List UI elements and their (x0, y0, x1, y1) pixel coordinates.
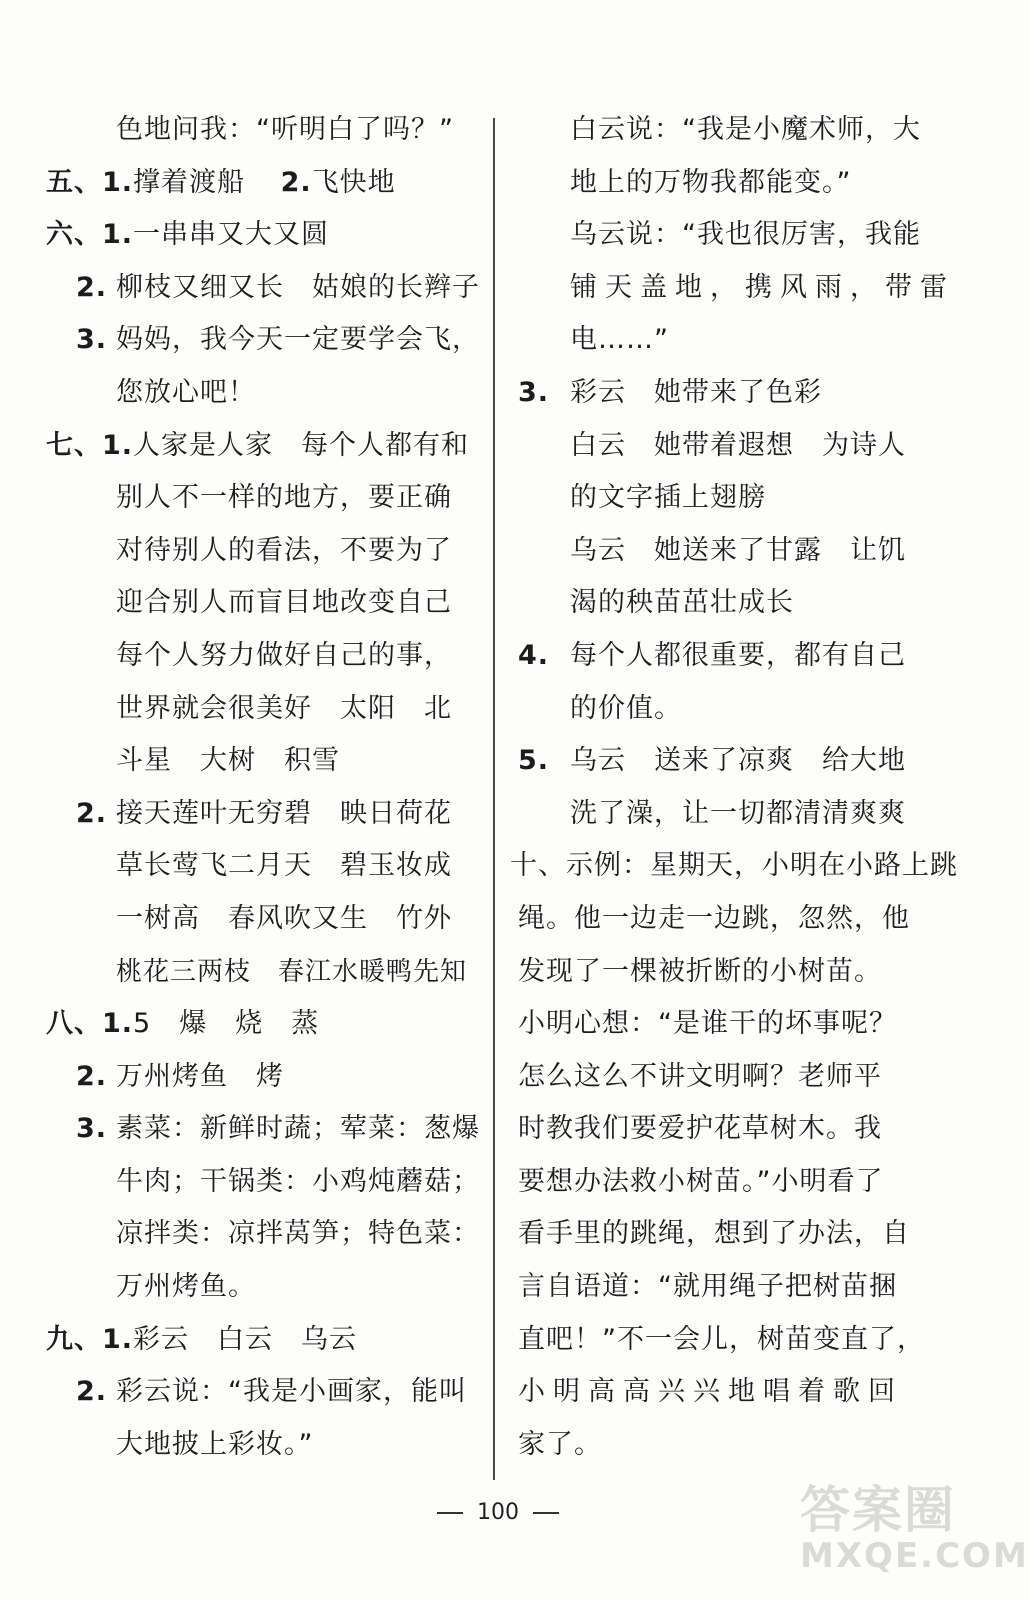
text-line (518, 157, 958, 210)
line-text: 发现了一棵被折断的小树苗。 (518, 955, 882, 987)
dotted-answer: 撑着渡船 (133, 167, 245, 202)
text-line (46, 683, 476, 736)
line-text: 桃花三两枝 春江水暖鸭先知 (116, 956, 468, 987)
line-text: 一串串又大又圆 (133, 219, 330, 251)
text-line (518, 683, 958, 736)
text-line (510, 840, 958, 893)
page-number: 100 (477, 1500, 519, 1525)
footer-dash (533, 1512, 559, 1514)
text-line (46, 630, 476, 683)
text-line (46, 157, 476, 210)
text-line (76, 1051, 476, 1104)
text-line (518, 1051, 958, 1104)
text-line (46, 893, 476, 946)
line-text: 彩云 她带来了色彩 (570, 376, 822, 408)
text-line (46, 577, 476, 630)
text-line (518, 998, 958, 1051)
line-text: 万州烤鱼 烤 (116, 1060, 284, 1092)
dotted-answer: 飞快地 (312, 167, 396, 202)
text-line (46, 840, 476, 893)
text-line (46, 1208, 480, 1261)
text-line (518, 525, 958, 578)
item-number: 七、1. (46, 429, 134, 461)
item-number: 4. (518, 639, 550, 671)
text-line (46, 472, 476, 525)
text-line (518, 262, 958, 315)
item-number: 六、1. (46, 219, 134, 251)
line-text: 要想办法救小树苗。”小明看了 (518, 1165, 884, 1197)
column-divider (493, 118, 495, 1480)
line-text: 小明心想：“是谁干的坏事呢？ (518, 1008, 897, 1040)
line-text: 斗星 大树 积雪 (116, 745, 340, 777)
text-line (46, 1261, 476, 1314)
line-text: 世界就会很美好 太阳 北 (116, 692, 452, 724)
text-line (518, 104, 958, 157)
text-line (518, 367, 958, 420)
line-text: 您放心吧！ (116, 376, 256, 408)
line-text: 妈妈，我今天一定要学会飞， (116, 324, 480, 356)
text-line (518, 893, 958, 946)
line-text: 怎么这么不讲文明啊？老师平 (518, 1060, 882, 1092)
line-text: 5 爆 烧 蒸 (133, 1008, 320, 1040)
item-number: 2. (76, 797, 108, 829)
text-line (518, 1366, 958, 1419)
text-line (46, 1314, 476, 1367)
item-number: 3. (76, 324, 108, 356)
text-line (518, 1261, 958, 1314)
item-number: 五、1. (46, 166, 134, 198)
item-number: 2. (280, 166, 312, 198)
line-text: 牛肉；干锅类：小鸡炖蘑菇； (116, 1165, 480, 1197)
text-line (518, 472, 958, 525)
line-text: 小明高高兴兴地唱着歌回 (518, 1376, 903, 1408)
text-line (518, 788, 958, 841)
line-text: 大地披上彩妆。” (116, 1428, 314, 1460)
line-text: 彩云 白云 乌云 (133, 1323, 358, 1355)
left-column (46, 104, 480, 1471)
text-line (46, 998, 476, 1051)
line-text: 看手里的跳绳，想到了办法，自 (518, 1218, 910, 1250)
item-number: 2. (76, 1060, 108, 1092)
line-text: 乌云 她送来了甘露 让饥 (570, 534, 906, 566)
line-text: 电……” (570, 324, 669, 356)
line-text: 的文字插上翅膀 (570, 482, 766, 514)
line-text: 乌云说：“我也很厉害，我能 (570, 219, 921, 251)
text-line (518, 577, 958, 630)
text-line (76, 788, 476, 841)
line-text: 草长莺飞二月天 碧玉妆成 (116, 850, 452, 882)
right-column (510, 104, 958, 1471)
text-line (518, 735, 958, 788)
text-line (46, 735, 476, 788)
text-line (518, 630, 958, 683)
text-line (518, 1156, 958, 1209)
line-text: 彩云说：“我是小画家，能叫 (116, 1376, 467, 1408)
watermark-url: MXQE.COM (800, 1536, 1029, 1576)
text-line (46, 1419, 476, 1472)
text-line (46, 946, 476, 999)
text-line (46, 1156, 480, 1209)
line-text: 白云说：“我是小魔术师，大 (570, 114, 921, 145)
text-line (518, 1419, 958, 1472)
item-number: 八、1. (46, 1008, 134, 1040)
text-line (518, 1103, 958, 1156)
text-line (46, 367, 476, 420)
text-line (46, 104, 476, 157)
watermark-text: 答案圈 (800, 1481, 956, 1539)
line-text: 迎合别人而盲目地改变自己 (116, 587, 452, 619)
text-line (518, 209, 958, 262)
line-text: 铺天盖地，携风雨，带雷 (570, 271, 955, 303)
item-number: 5. (518, 745, 550, 777)
text-line (46, 525, 476, 578)
item-number: 九、1. (46, 1323, 134, 1355)
line-text: 每个人努力做好自己的事， (116, 639, 452, 671)
text-line (518, 314, 958, 367)
line-text: 白云 她带着遐想 为诗人 (570, 429, 906, 461)
line-text: 别人不一样的地方，要正确 (116, 482, 452, 514)
text-line (518, 1314, 958, 1367)
text-line (46, 209, 476, 262)
item-number: 2. (76, 1376, 108, 1408)
line-text: 对待别人的看法，不要为了 (116, 534, 452, 566)
line-text: 人家是人家 每个人都有和 (133, 429, 470, 461)
line-text: 直吧！”不一会儿，树苗变直了， (518, 1323, 925, 1355)
line-text: 家了。 (518, 1428, 602, 1460)
footer-dash (437, 1512, 463, 1514)
text-line (76, 262, 480, 315)
item-number: 2. (76, 271, 108, 303)
line-text: 地上的万物我都能变。” (570, 166, 852, 198)
line-text: 渴的秧苗茁壮成长 (570, 587, 794, 619)
text-line (518, 1208, 958, 1261)
line-text: 万州烤鱼。 (116, 1271, 256, 1303)
text-line (76, 1103, 480, 1156)
line-text: 的价值。 (570, 692, 682, 724)
line-text: 接天莲叶无穷碧 映日荷花 (116, 797, 452, 829)
line-text: 柳枝又细又长 姑娘的长辫子 (116, 271, 480, 303)
text-line (518, 420, 958, 473)
text-line (76, 314, 480, 367)
line-text: 凉拌类：凉拌莴笋；特色菜： (116, 1218, 480, 1250)
line-text: 色地问我：“听明白了吗？” (116, 114, 454, 145)
line-text: 言自语道：“就用绳子把树苗捆 (518, 1271, 897, 1303)
item-number: 3. (518, 376, 550, 408)
line-text: 时教我们要爱护花草树木。我 (518, 1113, 882, 1145)
watermark-logo (800, 1470, 1029, 1590)
line-text: 洗了澡，让一切都清清爽爽 (570, 797, 906, 829)
line-text: 绳。他一边走一边跳，忽然，他 (518, 902, 910, 934)
line-text: 每个人都很重要，都有自己 (570, 639, 906, 671)
line-text: 素菜：新鲜时蔬；荤菜：葱爆 (116, 1113, 480, 1145)
line-text: 乌云 送来了凉爽 给大地 (570, 745, 906, 777)
line-text: 十、示例：星期天，小明在小路上跳 (510, 850, 958, 882)
item-number: 3. (76, 1113, 108, 1145)
text-line (46, 420, 476, 473)
text-line (518, 946, 958, 999)
text-line (76, 1366, 476, 1419)
line-text: 一树高 春风吹又生 竹外 (116, 902, 452, 934)
